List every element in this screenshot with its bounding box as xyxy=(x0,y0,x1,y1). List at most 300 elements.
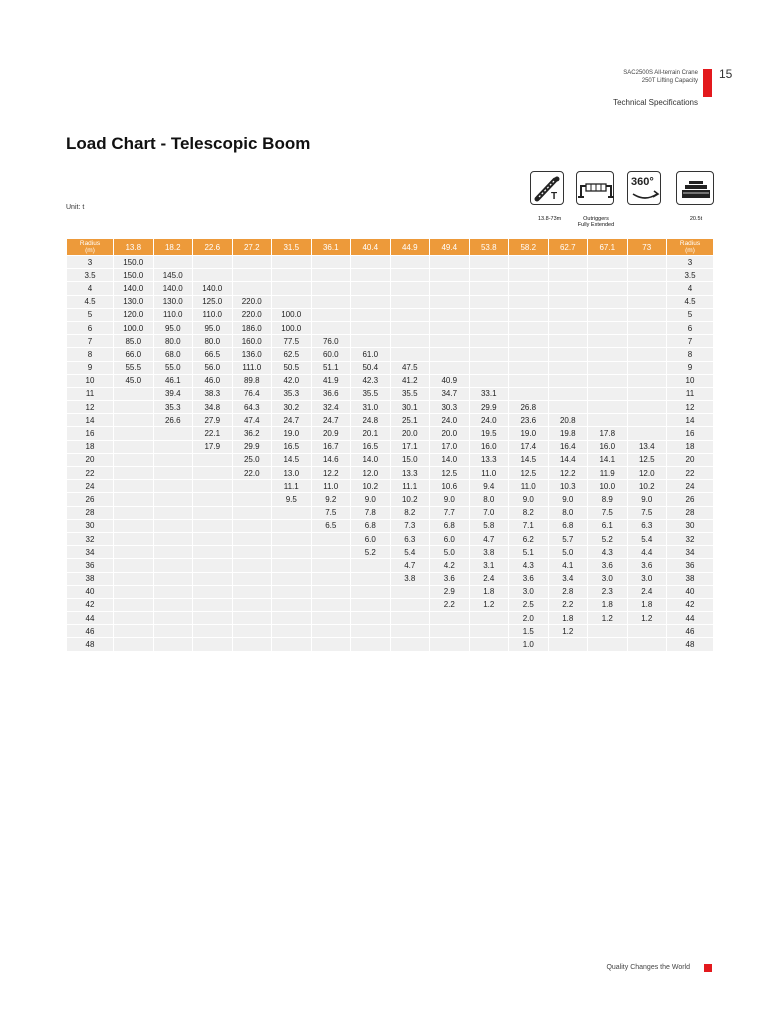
boom-length-header: 49.4 xyxy=(430,239,469,255)
radius-cell: 48 xyxy=(67,638,113,650)
table-row xyxy=(67,427,713,439)
capacity-cell: 2.4 xyxy=(470,573,509,585)
boom-length-header: 73 xyxy=(628,239,667,255)
boom-length-header: 22.6 xyxy=(193,239,232,255)
capacity-cell: 130.0 xyxy=(114,296,153,308)
radius-header-left xyxy=(67,239,113,255)
capacity-cell xyxy=(193,612,232,624)
capacity-cell xyxy=(114,520,153,532)
capacity-cell xyxy=(312,269,351,281)
radius-cell-right: 34 xyxy=(667,546,713,558)
capacity-cell xyxy=(549,322,588,334)
telescopic-boom-icon xyxy=(530,171,564,205)
capacity-cell xyxy=(154,427,193,439)
capacity-cell: 1.2 xyxy=(549,625,588,637)
table-row xyxy=(67,533,713,545)
capacity-cell xyxy=(509,269,548,281)
capacity-cell xyxy=(628,256,667,268)
radius-cell-right: 4 xyxy=(667,282,713,294)
capacity-cell: 4.3 xyxy=(509,559,548,571)
radius-cell-right: 14 xyxy=(667,414,713,426)
radius-cell-right: 48 xyxy=(667,638,713,650)
radius-cell-right: 32 xyxy=(667,533,713,545)
capacity-cell xyxy=(628,269,667,281)
radius-cell: 12 xyxy=(67,401,113,413)
capacity-cell xyxy=(351,269,390,281)
capacity-cell xyxy=(588,309,627,321)
capacity-cell xyxy=(628,388,667,400)
capacity-cell xyxy=(114,467,153,479)
capacity-cell xyxy=(549,375,588,387)
radius-cell: 42 xyxy=(67,599,113,611)
capacity-cell xyxy=(272,520,311,532)
capacity-cell xyxy=(272,625,311,637)
radius-cell-right: 4.5 xyxy=(667,296,713,308)
capacity-cell xyxy=(470,322,509,334)
table-header-row xyxy=(67,239,713,255)
capacity-cell: 14.1 xyxy=(588,454,627,466)
capacity-cell: 7.1 xyxy=(509,520,548,532)
capacity-cell xyxy=(430,296,469,308)
capacity-cell xyxy=(114,599,153,611)
capacity-cell: 110.0 xyxy=(154,309,193,321)
capacity-cell xyxy=(233,599,272,611)
capacity-cell: 1.8 xyxy=(588,599,627,611)
capacity-cell: 13.3 xyxy=(391,467,430,479)
radius-cell: 8 xyxy=(67,348,113,360)
capacity-cell xyxy=(154,625,193,637)
capacity-cell: 7.5 xyxy=(312,507,351,519)
capacity-cell xyxy=(509,335,548,347)
capacity-cell xyxy=(114,388,153,400)
capacity-cell xyxy=(312,625,351,637)
capacity-cell: 35.3 xyxy=(272,388,311,400)
capacity-cell xyxy=(628,362,667,374)
capacity-cell: 35.5 xyxy=(391,388,430,400)
capacity-cell xyxy=(272,507,311,519)
capacity-cell: 24.0 xyxy=(470,414,509,426)
radius-unit-text: (m) xyxy=(85,247,95,254)
radius-cell-right: 9 xyxy=(667,362,713,374)
capacity-cell xyxy=(391,625,430,637)
capacity-cell xyxy=(470,296,509,308)
capacity-cell: 10.0 xyxy=(588,480,627,492)
table-row xyxy=(67,256,713,268)
capacity-cell: 34.7 xyxy=(430,388,469,400)
radius-cell: 6 xyxy=(67,322,113,334)
radius-cell-right: 18 xyxy=(667,441,713,453)
capacity-cell xyxy=(549,269,588,281)
table-row xyxy=(67,480,713,492)
capacity-cell xyxy=(154,507,193,519)
capacity-cell xyxy=(114,546,153,558)
capacity-cell: 19.0 xyxy=(509,427,548,439)
radius-cell-right: 26 xyxy=(667,493,713,505)
capacity-cell: 6.0 xyxy=(351,533,390,545)
capacity-cell xyxy=(114,414,153,426)
capacity-cell xyxy=(233,559,272,571)
radius-cell: 3 xyxy=(67,256,113,268)
capacity-cell xyxy=(272,559,311,571)
capacity-cell xyxy=(272,282,311,294)
capacity-cell xyxy=(312,612,351,624)
capacity-cell: 6.1 xyxy=(588,520,627,532)
capacity-cell: 6.0 xyxy=(430,533,469,545)
capacity-cell xyxy=(193,533,232,545)
capacity-cell: 10.3 xyxy=(549,480,588,492)
table-row xyxy=(67,309,713,321)
boom-length-header: 27.2 xyxy=(233,239,272,255)
capacity-cell xyxy=(114,612,153,624)
capacity-cell xyxy=(628,625,667,637)
capacity-cell xyxy=(312,638,351,650)
capacity-cell xyxy=(193,586,232,598)
counterweight-icon xyxy=(676,171,714,205)
capacity-cell xyxy=(549,309,588,321)
capacity-cell xyxy=(391,638,430,650)
capacity-cell xyxy=(114,427,153,439)
capacity-cell xyxy=(154,573,193,585)
capacity-cell xyxy=(193,493,232,505)
capacity-cell: 11.9 xyxy=(588,467,627,479)
radius-cell-right: 44 xyxy=(667,612,713,624)
capacity-cell xyxy=(588,625,627,637)
capacity-cell xyxy=(154,520,193,532)
capacity-cell xyxy=(549,256,588,268)
capacity-cell xyxy=(628,296,667,308)
capacity-cell: 9.0 xyxy=(430,493,469,505)
capacity-cell xyxy=(470,348,509,360)
capacity-cell: 3.0 xyxy=(509,586,548,598)
capacity-cell xyxy=(312,322,351,334)
table-body xyxy=(67,256,713,651)
capacity-cell xyxy=(351,612,390,624)
capacity-cell: 6.3 xyxy=(628,520,667,532)
capacity-cell: 66.0 xyxy=(114,348,153,360)
capacity-cell: 60.0 xyxy=(312,348,351,360)
table-row xyxy=(67,348,713,360)
capacity-cell xyxy=(391,282,430,294)
boom-length-header: 62.7 xyxy=(549,239,588,255)
capacity-cell xyxy=(154,256,193,268)
radius-cell-right: 24 xyxy=(667,480,713,492)
capacity-cell: 19.0 xyxy=(272,427,311,439)
capacity-cell xyxy=(470,638,509,650)
capacity-cell xyxy=(272,612,311,624)
capacity-cell: 6.3 xyxy=(391,533,430,545)
capacity-cell: 3.1 xyxy=(470,559,509,571)
capacity-cell: 16.0 xyxy=(470,441,509,453)
capacity-cell: 7.5 xyxy=(628,507,667,519)
capacity-cell: 15.0 xyxy=(391,454,430,466)
capacity-cell: 46.1 xyxy=(154,375,193,387)
table-row xyxy=(67,362,713,374)
capacity-cell: 140.0 xyxy=(154,282,193,294)
table-row xyxy=(67,401,713,413)
capacity-cell: 220.0 xyxy=(233,296,272,308)
capacity-cell xyxy=(588,375,627,387)
counterweight-label: 20.5t xyxy=(689,216,703,222)
capacity-cell xyxy=(628,414,667,426)
capacity-cell xyxy=(430,362,469,374)
table-row xyxy=(67,638,713,650)
capacity-cell: 10.2 xyxy=(391,493,430,505)
table-row xyxy=(67,573,713,585)
capacity-cell: 5.4 xyxy=(391,546,430,558)
capacity-cell: 5.2 xyxy=(351,546,390,558)
capacity-cell: 16.7 xyxy=(312,441,351,453)
capacity-cell xyxy=(351,559,390,571)
capacity-cell xyxy=(312,282,351,294)
capacity-cell: 10.2 xyxy=(628,480,667,492)
capacity-cell xyxy=(470,362,509,374)
capacity-cell: 22.1 xyxy=(193,427,232,439)
radius-cell-right: 7 xyxy=(667,335,713,347)
table-row xyxy=(67,507,713,519)
capacity-cell: 4.7 xyxy=(391,559,430,571)
capacity-cell xyxy=(193,599,232,611)
capacity-cell xyxy=(193,454,232,466)
configuration-icons xyxy=(530,171,715,231)
capacity-cell xyxy=(154,638,193,650)
capacity-cell xyxy=(351,309,390,321)
capacity-cell xyxy=(351,573,390,585)
capacity-cell xyxy=(114,573,153,585)
capacity-cell xyxy=(351,256,390,268)
capacity-cell: 80.0 xyxy=(154,335,193,347)
capacity-cell: 50.5 xyxy=(272,362,311,374)
footer-slogan: Quality Changes the World xyxy=(606,964,690,971)
table-row xyxy=(67,375,713,387)
capacity-cell xyxy=(470,335,509,347)
capacity-cell: 47.4 xyxy=(233,414,272,426)
capacity-cell: 46.0 xyxy=(193,375,232,387)
capacity-cell: 130.0 xyxy=(154,296,193,308)
capacity-cell: 1.8 xyxy=(549,612,588,624)
capacity-cell xyxy=(233,533,272,545)
capacity-cell: 12.0 xyxy=(351,467,390,479)
capacity-cell: 1.8 xyxy=(470,586,509,598)
capacity-cell: 1.2 xyxy=(588,612,627,624)
radius-cell: 7 xyxy=(67,335,113,347)
capacity-cell xyxy=(430,269,469,281)
capacity-cell: 2.3 xyxy=(588,586,627,598)
capacity-cell: 10.6 xyxy=(430,480,469,492)
capacity-cell xyxy=(312,533,351,545)
radius-cell-right: 22 xyxy=(667,467,713,479)
capacity-cell: 3.4 xyxy=(549,573,588,585)
capacity-cell: 2.5 xyxy=(509,599,548,611)
capacity-cell xyxy=(312,546,351,558)
capacity-cell: 6.8 xyxy=(549,520,588,532)
capacity-cell xyxy=(114,638,153,650)
radius-cell-right: 3 xyxy=(667,256,713,268)
capacity-cell: 95.0 xyxy=(193,322,232,334)
capacity-cell: 220.0 xyxy=(233,309,272,321)
capacity-cell xyxy=(154,599,193,611)
capacity-cell: 7.7 xyxy=(430,507,469,519)
capacity-cell xyxy=(154,559,193,571)
capacity-cell xyxy=(193,520,232,532)
radius-cell-right: 6 xyxy=(667,322,713,334)
radius-unit-text: (m) xyxy=(685,247,695,254)
capacity-cell xyxy=(272,546,311,558)
capacity-cell: 51.1 xyxy=(312,362,351,374)
capacity-cell: 80.0 xyxy=(193,335,232,347)
capacity-cell: 6.2 xyxy=(509,533,548,545)
capacity-cell: 4.2 xyxy=(430,559,469,571)
capacity-cell xyxy=(588,322,627,334)
capacity-cell: 13.3 xyxy=(470,454,509,466)
unit-label: Unit: t xyxy=(66,204,85,211)
capacity-cell: 8.2 xyxy=(509,507,548,519)
capacity-cell: 89.8 xyxy=(233,375,272,387)
capacity-cell: 29.9 xyxy=(470,401,509,413)
capacity-cell xyxy=(430,309,469,321)
radius-cell: 36 xyxy=(67,559,113,571)
capacity-cell xyxy=(312,256,351,268)
table-row xyxy=(67,269,713,281)
capacity-cell: 85.0 xyxy=(114,335,153,347)
radius-cell: 9 xyxy=(67,362,113,374)
capacity-cell xyxy=(628,309,667,321)
capacity-cell: 16.0 xyxy=(588,441,627,453)
capacity-cell: 8.0 xyxy=(470,493,509,505)
capacity-cell: 77.5 xyxy=(272,335,311,347)
capacity-cell xyxy=(628,401,667,413)
capacity-cell xyxy=(351,282,390,294)
capacity-cell: 27.9 xyxy=(193,414,232,426)
capacity-cell: 40.9 xyxy=(430,375,469,387)
boom-length-header: 44.9 xyxy=(391,239,430,255)
capacity-cell xyxy=(154,480,193,492)
capacity-cell: 3.0 xyxy=(588,573,627,585)
capacity-cell: 2.2 xyxy=(430,599,469,611)
radius-cell-right: 8 xyxy=(667,348,713,360)
radius-cell: 38 xyxy=(67,573,113,585)
capacity-cell: 17.0 xyxy=(430,441,469,453)
boom-length-header: 36.1 xyxy=(312,239,351,255)
capacity-cell: 4.7 xyxy=(470,533,509,545)
capacity-cell: 125.0 xyxy=(193,296,232,308)
capacity-cell: 14.0 xyxy=(430,454,469,466)
radius-cell-right: 38 xyxy=(667,573,713,585)
capacity-cell xyxy=(391,322,430,334)
capacity-cell xyxy=(154,441,193,453)
outriggers-line2: Fully Extended xyxy=(577,222,615,228)
capacity-cell xyxy=(193,467,232,479)
capacity-cell: 7.5 xyxy=(588,507,627,519)
capacity-cell xyxy=(509,388,548,400)
capacity-cell: 34.8 xyxy=(193,401,232,413)
capacity-cell xyxy=(114,586,153,598)
capacity-cell xyxy=(470,309,509,321)
capacity-cell: 19.8 xyxy=(549,427,588,439)
capacity-cell xyxy=(430,335,469,347)
capacity-cell: 9.0 xyxy=(628,493,667,505)
capacity-cell: 14.5 xyxy=(509,454,548,466)
capacity-cell xyxy=(272,269,311,281)
capacity-cell xyxy=(312,599,351,611)
capacity-cell: 2.0 xyxy=(509,612,548,624)
table-row xyxy=(67,599,713,611)
capacity-cell: 1.0 xyxy=(509,638,548,650)
capacity-cell: 12.5 xyxy=(509,467,548,479)
capacity-cell: 1.8 xyxy=(628,599,667,611)
capacity-cell: 26.8 xyxy=(509,401,548,413)
capacity-cell: 3.6 xyxy=(628,559,667,571)
capacity-cell: 2.2 xyxy=(549,599,588,611)
capacity-cell xyxy=(588,296,627,308)
capacity-cell xyxy=(391,612,430,624)
capacity-cell xyxy=(588,269,627,281)
capacity-cell: 12.5 xyxy=(430,467,469,479)
capacity-cell xyxy=(430,322,469,334)
capacity-cell xyxy=(549,335,588,347)
capacity-cell: 20.0 xyxy=(391,427,430,439)
capacity-cell: 4.4 xyxy=(628,546,667,558)
radius-cell: 14 xyxy=(67,414,113,426)
capacity-cell: 14.4 xyxy=(549,454,588,466)
capacity-cell: 3.6 xyxy=(430,573,469,585)
capacity-cell xyxy=(193,559,232,571)
radius-cell: 16 xyxy=(67,427,113,439)
capacity-cell xyxy=(154,454,193,466)
capacity-cell: 24.0 xyxy=(430,414,469,426)
capacity-cell xyxy=(351,296,390,308)
capacity-cell xyxy=(233,507,272,519)
table-row xyxy=(67,612,713,624)
capacity-cell: 100.0 xyxy=(114,322,153,334)
capacity-cell: 95.0 xyxy=(154,322,193,334)
load-chart-table xyxy=(66,238,714,652)
capacity-cell xyxy=(509,296,548,308)
boom-length-header: 53.8 xyxy=(470,239,509,255)
capacity-cell: 8.2 xyxy=(391,507,430,519)
radius-cell: 4.5 xyxy=(67,296,113,308)
capacity-cell xyxy=(233,493,272,505)
capacity-cell xyxy=(391,296,430,308)
capacity-cell: 24.7 xyxy=(312,414,351,426)
boom-length-header: 18.2 xyxy=(154,239,193,255)
capacity-cell: 6.8 xyxy=(351,520,390,532)
capacity-cell: 11.0 xyxy=(509,480,548,492)
capacity-cell xyxy=(391,335,430,347)
capacity-cell: 100.0 xyxy=(272,309,311,321)
capacity-cell: 10.2 xyxy=(351,480,390,492)
capacity-cell: 5.0 xyxy=(549,546,588,558)
capacity-cell xyxy=(154,533,193,545)
capacity-cell: 145.0 xyxy=(154,269,193,281)
capacity-cell: 9.0 xyxy=(351,493,390,505)
capacity-cell xyxy=(549,348,588,360)
capacity-cell xyxy=(391,309,430,321)
capacity-cell xyxy=(588,388,627,400)
capacity-cell: 3.8 xyxy=(391,573,430,585)
capacity-cell xyxy=(233,546,272,558)
capacity-cell: 17.8 xyxy=(588,427,627,439)
capacity-cell: 5.8 xyxy=(470,520,509,532)
capacity-cell: 55.5 xyxy=(114,362,153,374)
capacity-cell xyxy=(470,282,509,294)
capacity-cell xyxy=(154,467,193,479)
capacity-cell: 33.1 xyxy=(470,388,509,400)
capacity-cell xyxy=(628,335,667,347)
table-row xyxy=(67,546,713,558)
capacity-cell: 11.1 xyxy=(391,480,430,492)
capacity-cell: 22.0 xyxy=(233,467,272,479)
capacity-cell: 100.0 xyxy=(272,322,311,334)
